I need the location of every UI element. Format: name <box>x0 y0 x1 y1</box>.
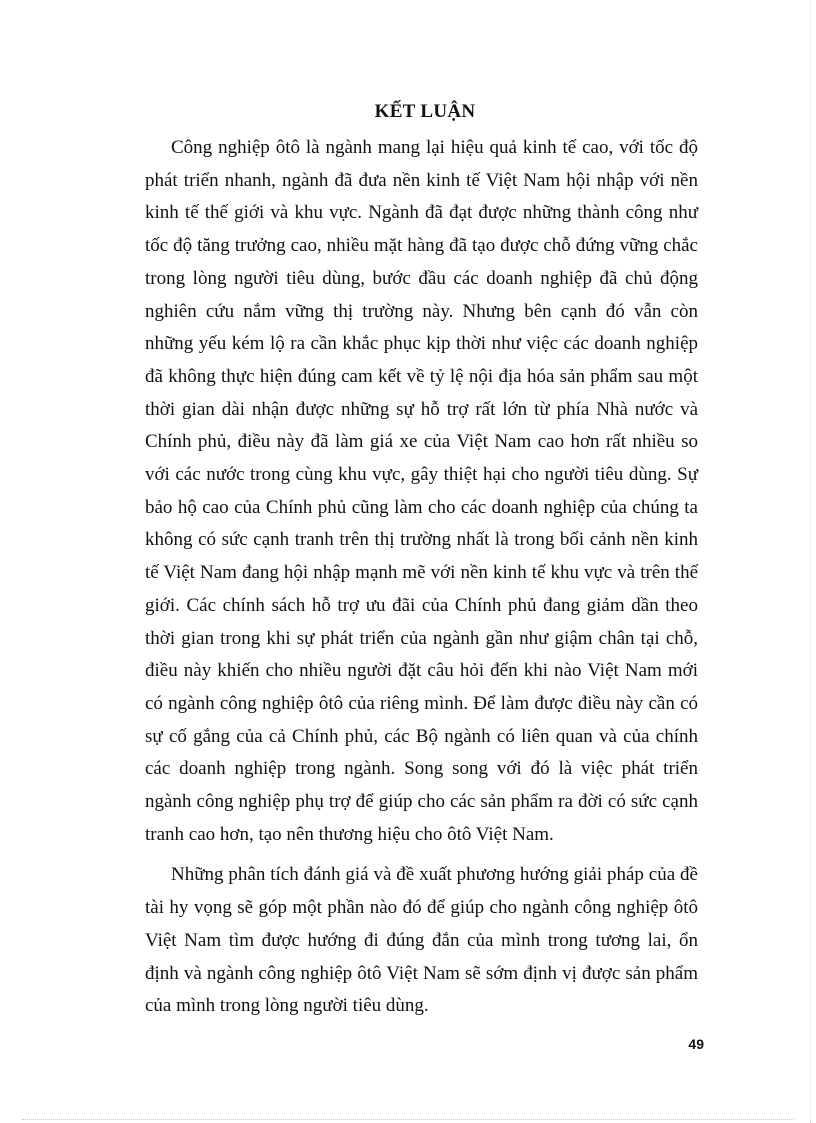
paragraph-outlook: Những phân tích đánh giá và đề xuất phương hướng giải pháp của đề tài hy vọng sẽ góp một phần nào đó để giúp cho ngành công nghiệp ôtô Việt Nam tìm được hướng đi đúng đắn của mình trong tương lai, ổn định và ngành công nghiệp ôtô Việt Nam sẽ sớm định vị được sản phẩm của mình trong lòng người tiêu dùng. <box>145 864 698 1017</box>
right-divider <box>810 0 811 1123</box>
paragraph-conclusion: Công nghiệp ôtô là ngành mang lại hiệu quả kinh tế cao, với tốc độ phát triển nhanh, ngành đã đưa nền kinh tế Việt Nam hội nhập với nền kinh tế thế giới và khu vực. Ngành đã đạt được những thành công như tốc độ tăng trưởng cao, nhiều mặt hàng đã tạo được chỗ đứng vững chắc trong lòng người tiêu dùng, bước đầu các doanh nghiệp đã chủ động nghiên cứu nắm vững thị trường này. Nhưng bên cạnh đó vẫn còn những yếu kém lộ ra cần khắc phục kịp thời như việc các doanh nghiệp đã không thực hiện đúng cam kết về tỷ lệ nội địa hóa sản phẩm sau một thời gian dài nhận được những sự hỗ trợ rất lớn từ phía Nhà nước và Chính phủ, điều này đã làm giá xe của Việt Nam cao hơn rất nhiều so với các nước trong cùng khu vực, gây thiệt hại cho người tiêu dùng. Sự bảo hộ cao của Chính phủ cũng làm cho các doanh nghiệp của chúng ta không có sức cạnh tranh trên thị trường nhất là trong bối cảnh nền kinh tế Việt Nam đang hội nhập mạnh mẽ với nền kinh tế khu vực và trên thế giới. Các chính sách hỗ trợ ưu đãi của Chính phủ đang giảm dần theo thời gian trong khi sự phát triển của ngành gần như giậm chân tại chỗ, điều này khiến cho nhiều người đặt câu hỏi đến khi nào Việt Nam mới có ngành công nghiệp ôtô của riêng mình. Để làm được điều này cần có sự cố gắng của cả Chính phủ, các Bộ ngành có liên quan và của chính các doanh nghiệp trong ngành. Song song với đó là việc phát triển ngành công nghiệp phụ trợ để giúp cho các sản phẩm ra đời có sức cạnh tranh cao hơn, tạo nên thương hiệu cho ôtô Việt Nam. <box>145 137 698 845</box>
page-title: KẾT LUẬN <box>374 101 476 122</box>
body-text <box>145 132 698 1023</box>
bottom-divider <box>22 1119 794 1120</box>
page-number: 49 <box>688 1036 704 1052</box>
